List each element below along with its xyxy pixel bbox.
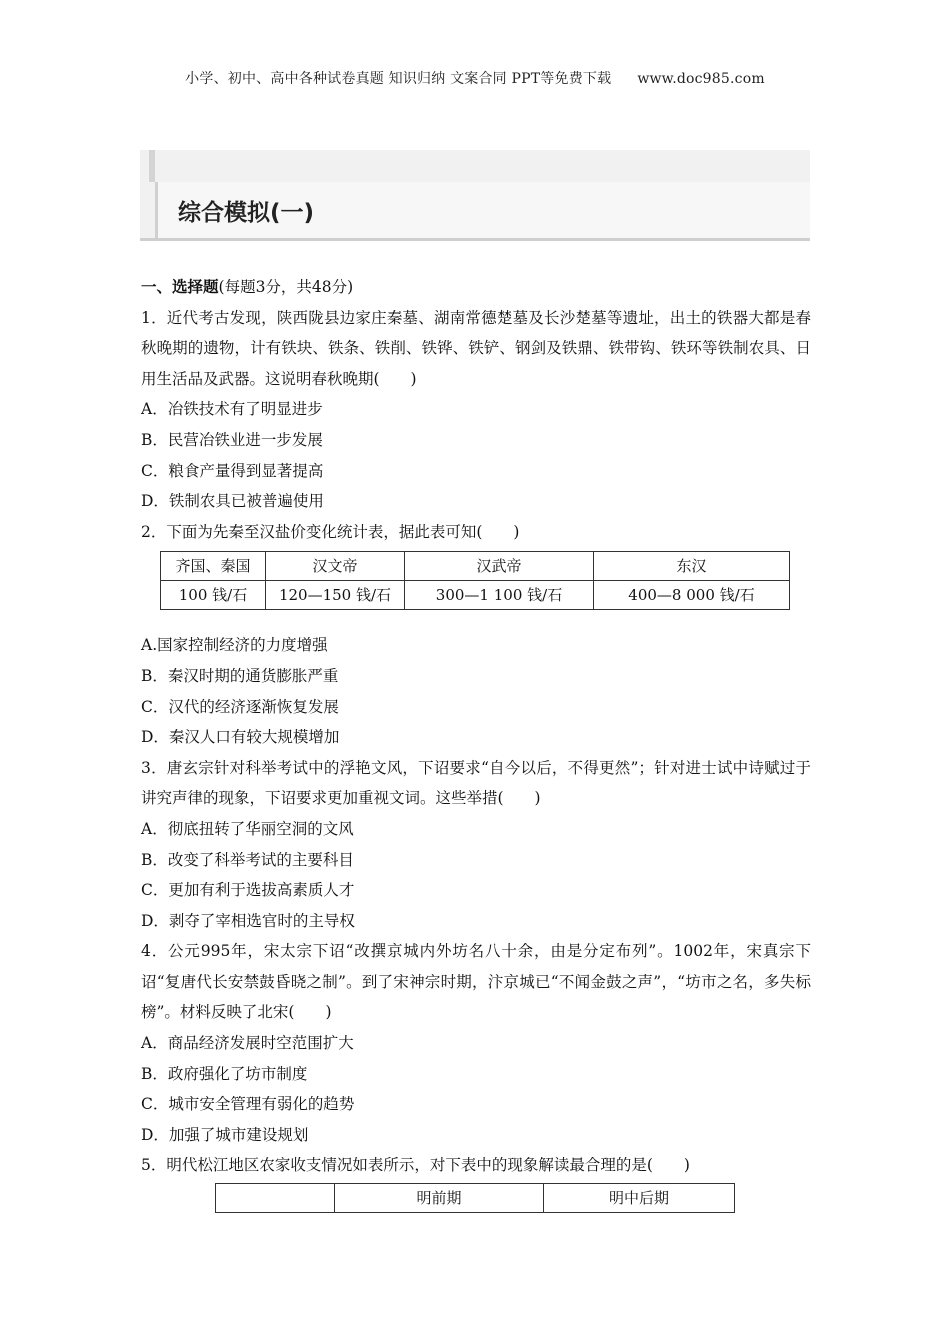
- question-3-option-c[interactable]: C．更加有利于选拔高素质人才: [141, 881, 355, 900]
- question-1-stem: 1．近代考古发现，陕西陇县边家庄秦墓、湖南常德楚墓及长沙楚墓等遗址，出土的铁器大都是春秋晚期的遗物，计有铁块、铁条、铁削、铁铧、铁铲、钢剑及铁鼎、铁带钩、铁环等铁制农具、日用生活品及武器。这说明春秋晚期( ): [141, 308, 811, 388]
- question-1-option-b[interactable]: B．民营冶铁业进一步发展: [141, 430, 323, 449]
- table-header-row: [216, 1184, 735, 1213]
- table-header-cell: 齐国、秦国: [161, 552, 266, 581]
- question-3-option-a[interactable]: A．彻底扭转了华丽空洞的文风: [141, 819, 354, 838]
- table-header-cell: 汉武帝: [405, 552, 594, 581]
- question-1-option-d[interactable]: D．铁制农具已被普遍使用: [141, 492, 324, 511]
- header-text: 小学、初中、高中各种试卷真题 知识归纳 文案合同 PPT等免费下载: [185, 71, 612, 87]
- question-3-stem: 3．唐玄宗针对科举考试中的浮艳文风，下诏要求“自今以后，不得更然”；针对进士试中诗赋过于讲究声律的现象，下诏要求更加重视文词。这些举措( ): [141, 758, 811, 808]
- question-2-option-b[interactable]: B．秦汉时期的通货膨胀严重: [141, 666, 339, 685]
- question-2-stem: 2．下面为先秦至汉盐价变化统计表，据此表可知( ): [141, 522, 520, 541]
- page-header: [0, 68, 950, 88]
- question-2-option-a[interactable]: A.国家控制经济的力度增强: [141, 636, 328, 655]
- banner-inner: [155, 182, 810, 238]
- table-cell: 100 钱/石: [161, 581, 266, 610]
- banner-accent: [149, 150, 155, 182]
- question-2-option-c[interactable]: C．汉代的经济逐渐恢复发展: [141, 697, 339, 716]
- title-banner: [140, 150, 810, 241]
- table-header-row: [161, 552, 790, 581]
- page-title: 综合模拟(一): [178, 200, 315, 226]
- exam-content: [141, 272, 811, 1213]
- section-title: 一、选择题: [141, 278, 219, 296]
- table-row: [161, 581, 790, 610]
- header-url[interactable]: www.doc985.com: [637, 71, 765, 87]
- table-header-cell: 东汉: [594, 552, 790, 581]
- section-heading: [141, 272, 811, 303]
- household-table: [215, 1183, 735, 1213]
- question-4-option-a[interactable]: A．商品经济发展时空范围扩大: [141, 1034, 354, 1053]
- question-1-option-a[interactable]: A．冶铁技术有了明显进步: [141, 400, 323, 419]
- question-4-option-b[interactable]: B．政府强化了坊市制度: [141, 1064, 308, 1083]
- question-1-option-c[interactable]: C．粮食产量得到显著提高: [141, 461, 324, 480]
- question-4-stem: 4．公元995年，宋太宗下诏“改撰京城内外坊名八十余，由是分定布列”。1002年，宋真宗下诏“复唐代长安禁鼓昏晓之制”。到了宋神宗时期，汴京城已“不闻金鼓之声”，“坊市之名，多失标榜”。材料反映了北宋( ): [141, 942, 811, 1022]
- table-header-cell: 明中后期: [544, 1184, 735, 1213]
- salt-price-table: [160, 551, 790, 610]
- question-4-option-c[interactable]: C．城市安全管理有弱化的趋势: [141, 1095, 355, 1114]
- table-header-cell: 汉文帝: [266, 552, 405, 581]
- question-3-option-d[interactable]: D．剥夺了宰相选官时的主导权: [141, 911, 355, 930]
- question-2-option-d[interactable]: D．秦汉人口有较大规模增加: [141, 728, 340, 747]
- question-3-option-b[interactable]: B．改变了科举考试的主要科目: [141, 850, 354, 869]
- question-5-stem: 5．明代松江地区农家收支情况如表所示，对下表中的现象解读最合理的是( ): [141, 1156, 690, 1175]
- table-cell: 400—8 000 钱/石: [594, 581, 790, 610]
- table-header-cell: [216, 1184, 335, 1213]
- section-note: (每题3分，共48分): [218, 278, 354, 296]
- table-header-cell: 明前期: [335, 1184, 544, 1213]
- table-cell: 300—1 100 钱/石: [405, 581, 594, 610]
- question-4-option-d[interactable]: D．加强了城市建设规划: [141, 1125, 309, 1144]
- table-cell: 120—150 钱/石: [266, 581, 405, 610]
